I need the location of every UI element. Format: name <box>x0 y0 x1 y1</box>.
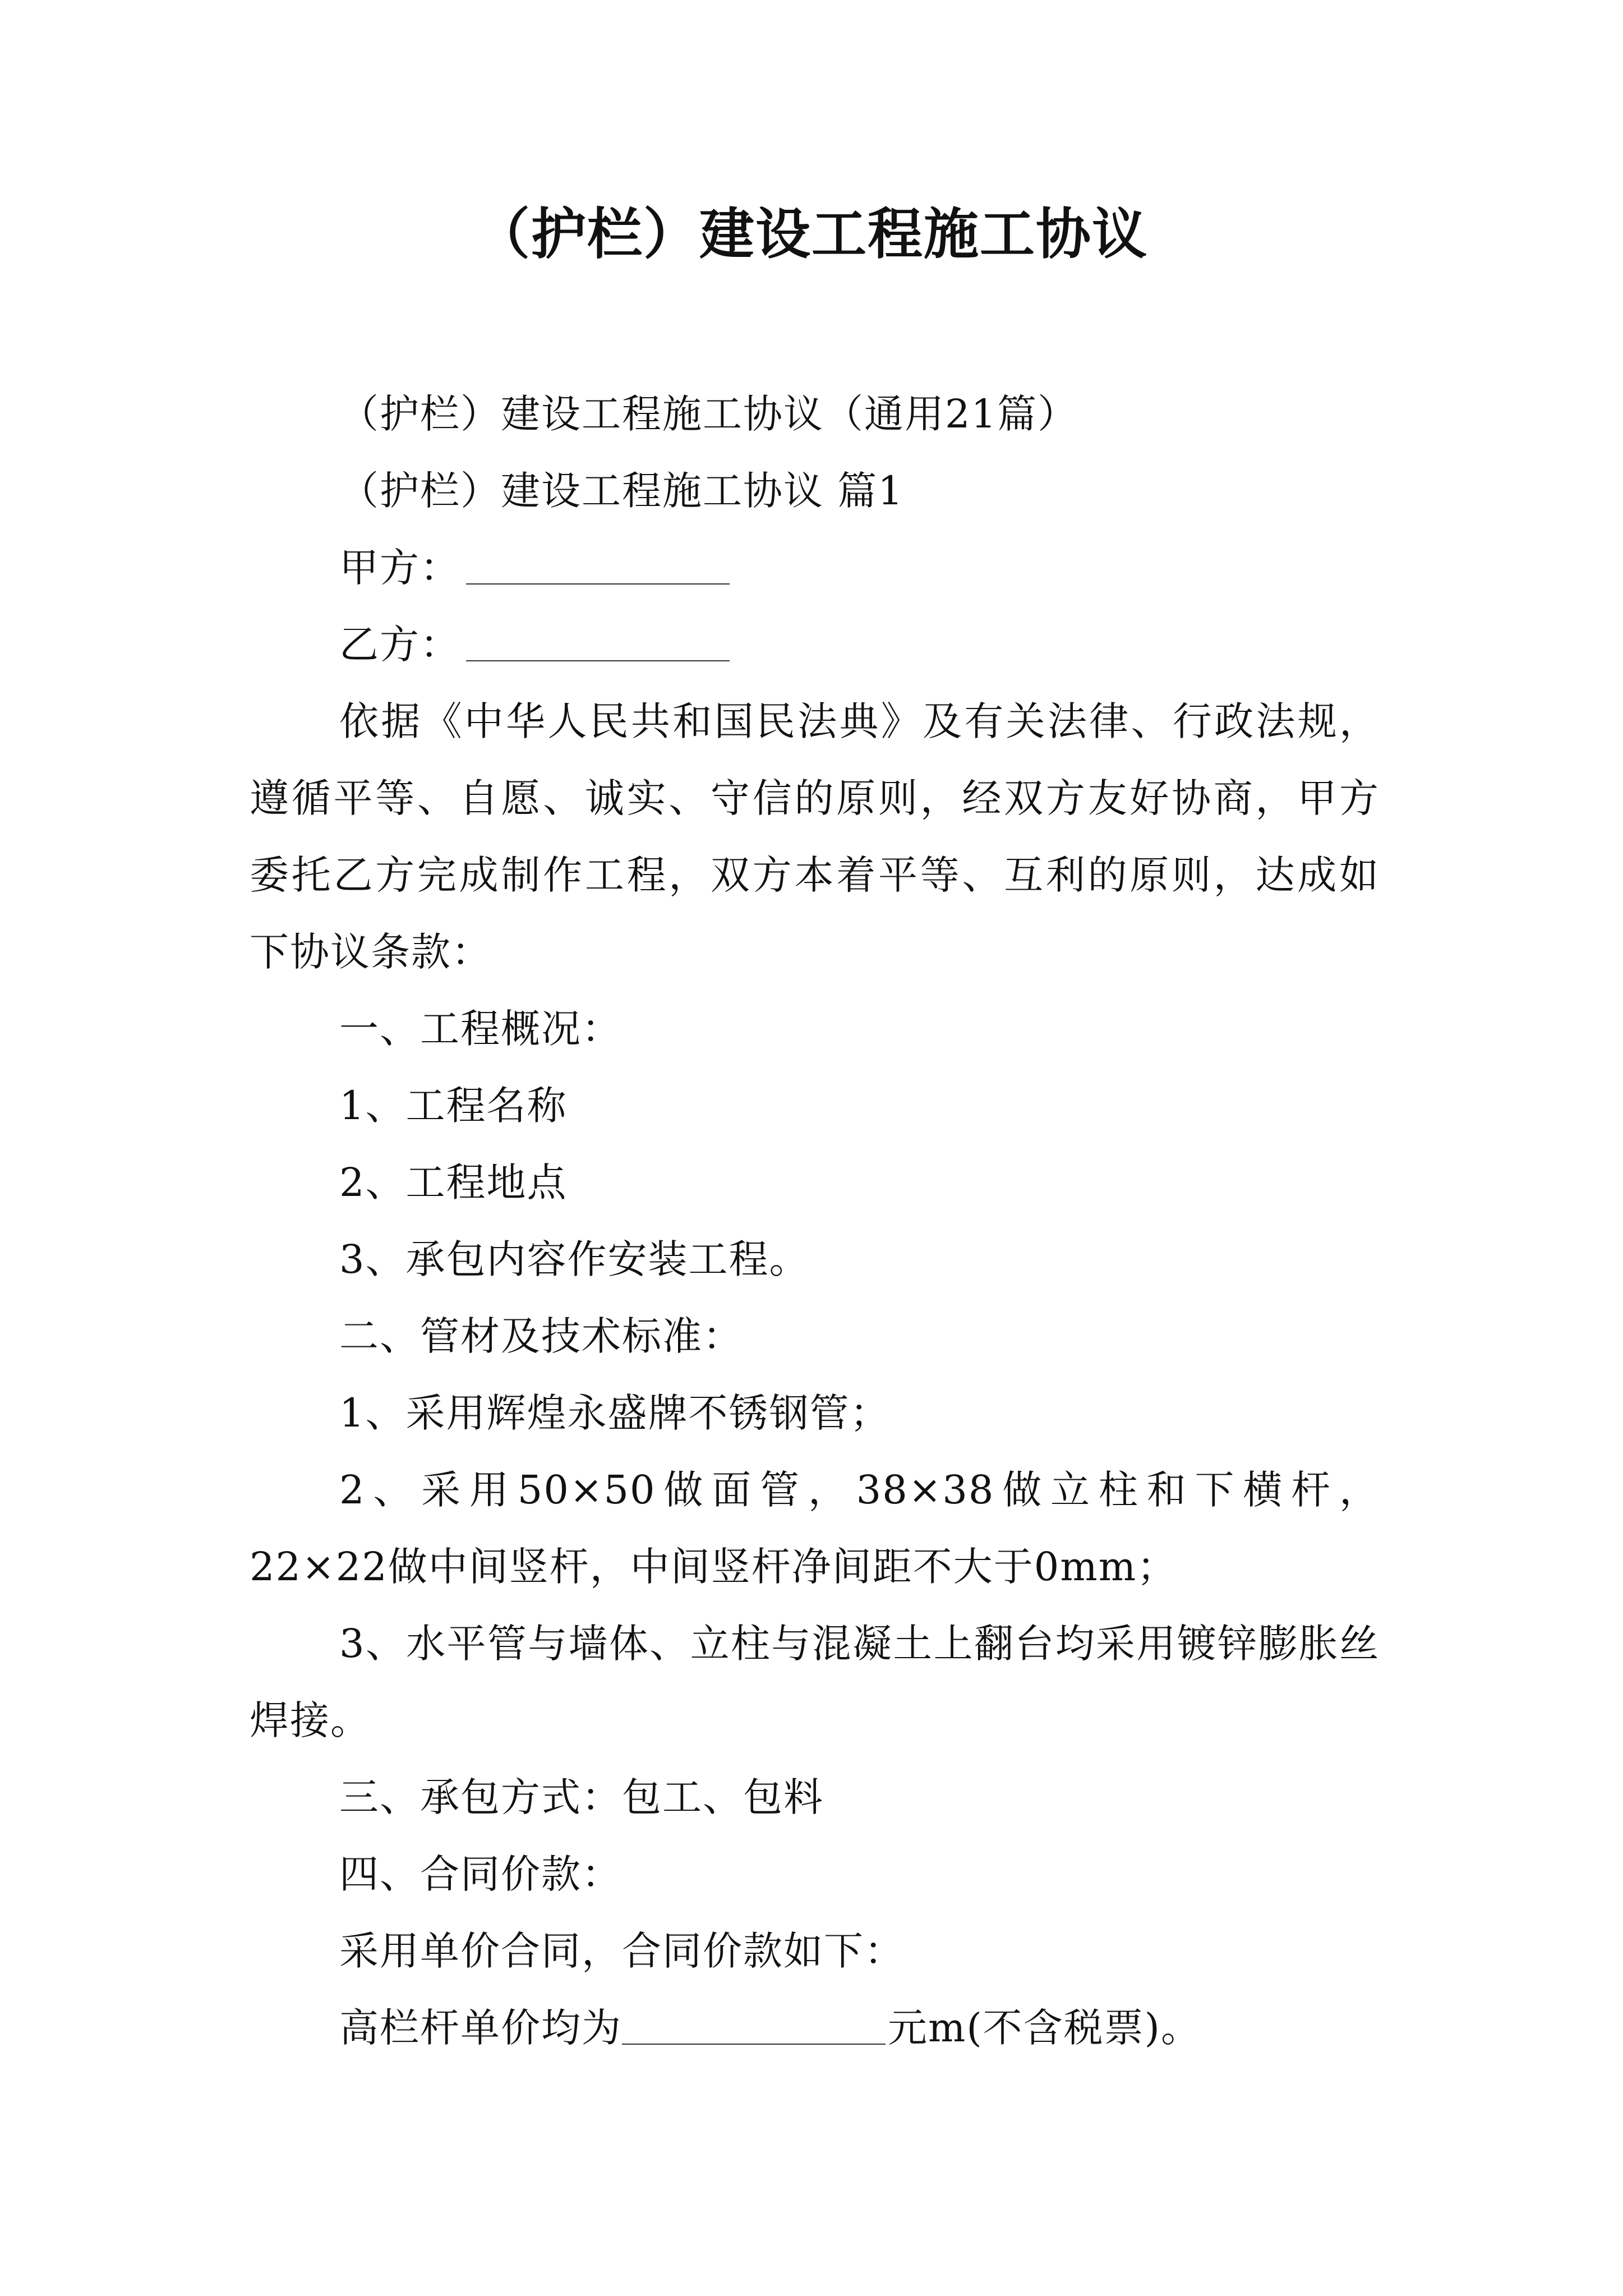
heading-materials-standards: 二、管材及技术标准： <box>339 1313 743 1359</box>
price-unit: 元m(不含税票)。 <box>888 2005 1201 2051</box>
price-blank <box>622 2004 886 2045</box>
item-contract-scope: 3、承包内容作安装工程。 <box>339 1236 810 1282</box>
party-a-label: 甲方： <box>339 545 460 591</box>
item-pipe-specs: 2、采用50×50做面管，38×38做立柱和下横杆，22×22做中间竖杆，中间竖杆净间距不大于0mm； <box>250 1467 1380 1590</box>
paragraph-section-heading: （护栏）建设工程施工协议 篇1 <box>339 468 904 514</box>
paragraph-unit-price-contract: 采用单价合同，合同价款如下： <box>339 1928 905 1974</box>
item-steel-pipe-brand: 1、采用辉煌永盛牌不锈钢管； <box>339 1390 891 1436</box>
price-label: 高栏杆单价均为 <box>339 2005 622 2051</box>
party-b-blank <box>466 621 730 661</box>
party-b-label: 乙方： <box>339 622 460 668</box>
heading-contract-method: 三、承包方式：包工、包料 <box>339 1774 824 1820</box>
paragraph-subtitle: （护栏）建设工程施工协议（通用21篇） <box>339 391 1078 437</box>
item-welding-method: 3、水平管与墙体、立柱与混凝土上翻台均采用镀锌膨胀丝焊接。 <box>250 1621 1380 1743</box>
item-project-location: 2、工程地点 <box>339 1159 568 1205</box>
party-b-line <box>250 606 1380 683</box>
document-title: （护栏）建设工程施工协议 <box>474 203 1148 266</box>
document-body <box>250 376 1380 2067</box>
party-a-blank <box>466 544 730 585</box>
paragraph-preamble: 依据《中华人民共和国民法典》及有关法律、行政法规，遵循平等、自愿、诚实、守信的原则，经双方友好协商，甲方委托乙方完成制作工程，双方本着平等、互利的原则，达成如下协议条款： <box>250 698 1380 975</box>
price-line <box>250 1990 1380 2067</box>
party-a-line <box>250 530 1380 606</box>
item-project-name: 1、工程名称 <box>339 1083 568 1129</box>
heading-project-overview: 一、工程概况： <box>339 1006 622 1052</box>
heading-contract-price: 四、合同价款： <box>339 1851 622 1897</box>
